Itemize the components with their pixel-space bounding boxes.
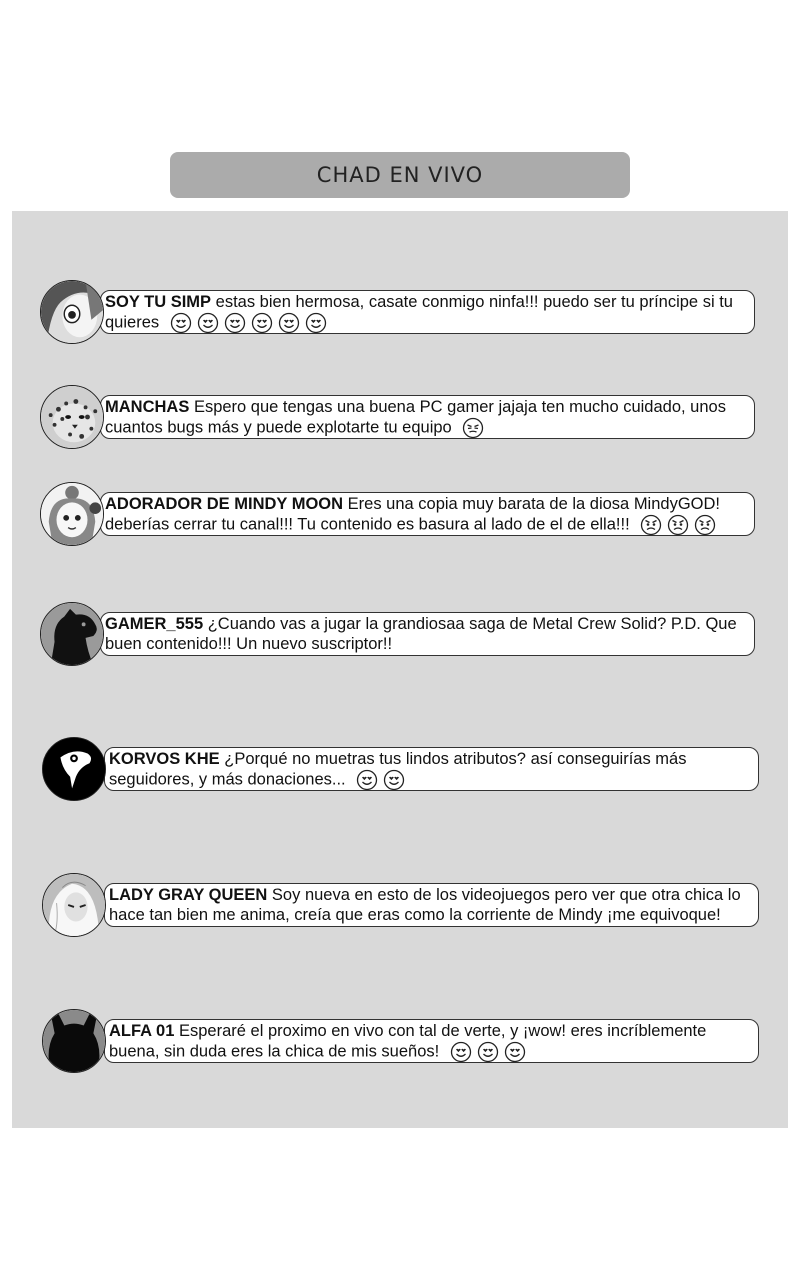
chat-comment [104, 747, 759, 791]
white-hair-girl-avatar[interactable] [42, 873, 106, 937]
chat-comment [104, 883, 759, 927]
mindy-fan-avatar[interactable] [40, 482, 104, 546]
cheetah-avatar[interactable] [40, 385, 104, 449]
plague-mask-avatar[interactable] [42, 737, 106, 801]
chat-panel [12, 211, 788, 1128]
heart-eyes-emoji [278, 312, 300, 334]
chat-comment [100, 492, 755, 536]
anime-girl-avatar[interactable] [40, 280, 104, 344]
chat-comment [100, 612, 755, 656]
chat-comment [104, 1019, 759, 1063]
smirk-emoji [462, 417, 484, 439]
comment-username: MANCHAS [105, 398, 190, 416]
emoji-row [356, 769, 405, 791]
comment-username: LADY GRAY QUEEN [109, 886, 268, 904]
comment-username: SOY TU SIMP [105, 293, 212, 311]
heart-eyes-emoji [450, 1041, 472, 1063]
comment-text: ¿Porqué no muetras tus lindos atributos? así conseguirías más seguidores, y más donaciones... [109, 750, 687, 789]
emoji-row [462, 417, 484, 439]
angry-emoji [694, 514, 716, 536]
emoji-row [170, 312, 327, 334]
angry-emoji [667, 514, 689, 536]
heart-eyes-emoji [477, 1041, 499, 1063]
comment-text: Eres una copia muy barata de la diosa MindyGOD! deberías cerrar tu canal!!! Tu contenido es basura al lado de el de ella!!! [105, 495, 720, 534]
comment-username: KORVOS KHE [109, 750, 220, 768]
stream-title: CHAD EN VIVO [316, 163, 484, 187]
emoji-row [640, 514, 716, 536]
heart-eyes-emoji [305, 312, 327, 334]
comment-username: GAMER_555 [105, 615, 204, 633]
heart-eyes-emoji [197, 312, 219, 334]
comment-text: ¿Cuando vas a jugar la grandiosaa saga de Metal Crew Solid? P.D. Que buen contenido!!! Un nuevo suscriptor!! [105, 615, 737, 653]
heart-eyes-emoji [383, 769, 405, 791]
emoji-row [450, 1041, 526, 1063]
heart-eyes-emoji [251, 312, 273, 334]
heart-eyes-emoji [170, 312, 192, 334]
comment-text: Esperaré el proximo en vivo con tal de verte, y ¡wow! eres incríblemente buena, sin duda eres la chica de mis sueños! [109, 1022, 707, 1061]
heart-eyes-emoji [356, 769, 378, 791]
bear-silhouette-avatar[interactable] [40, 602, 104, 666]
stream-title-bar [170, 152, 630, 198]
comment-username: ADORADOR DE MINDY MOON [105, 495, 344, 513]
heart-eyes-emoji [224, 312, 246, 334]
comment-text: Espero que tengas una buena PC gamer jajaja ten mucho cuidado, unos cuantos bugs más y puede explotarte tu equipo [105, 398, 726, 437]
shadow-figure-avatar[interactable] [42, 1009, 106, 1073]
comment-text: estas bien hermosa, casate conmigo ninfa!!! puedo ser tu príncipe si tu quieres [105, 293, 733, 332]
comment-username: ALFA 01 [109, 1022, 175, 1040]
comment-text: Soy nueva en esto de los videojuegos pero ver que otra chica lo hace tan bien me anima, creía que eras como la corriente de Mindy ¡me equivoque! [109, 886, 741, 924]
heart-eyes-emoji [504, 1041, 526, 1063]
chat-comment [100, 395, 755, 439]
angry-emoji [640, 514, 662, 536]
chat-comment [100, 290, 755, 334]
